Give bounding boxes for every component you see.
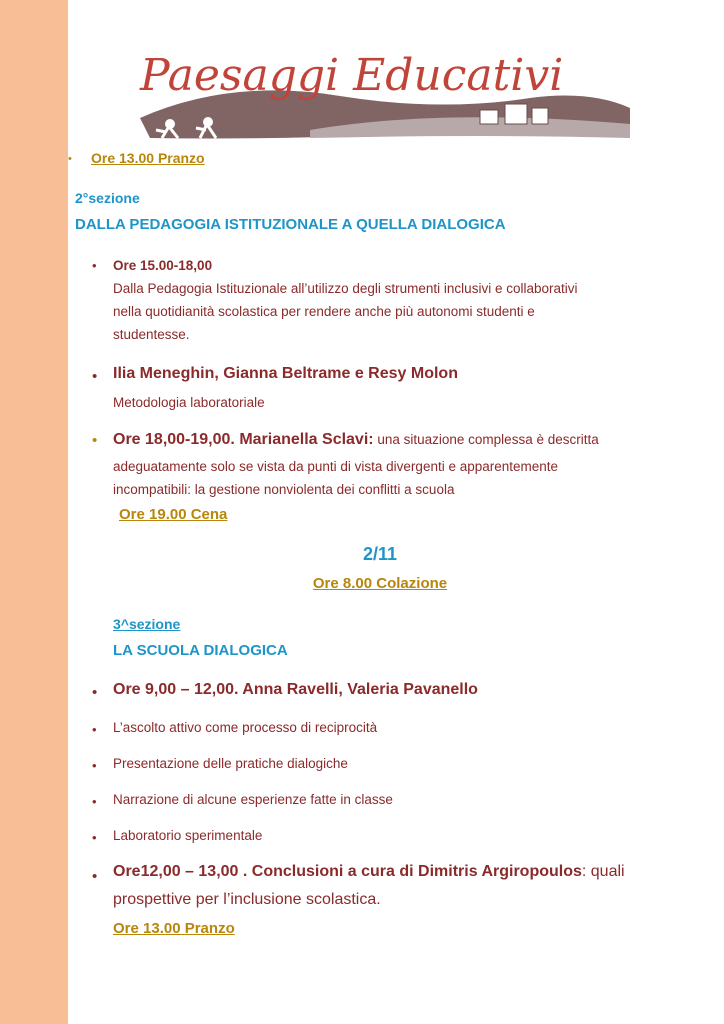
bullet-dot: • (92, 722, 97, 737)
lunch-1: Ore 13.00 Pranzo (91, 150, 205, 166)
item-5-line-1 (113, 863, 625, 881)
section-3-label: 3^sezione (113, 616, 181, 632)
date-heading: 2/11 (362, 544, 398, 564)
item-5-line-2: prospettive per l’inclusione scolastica. (113, 891, 381, 908)
item-2-names: Ilia Meneghin, Gianna Beltrame e Resy Molon (113, 365, 458, 382)
item-1-line-2: nella quotidianità scolastica per rendere anche più autonomi studenti e (113, 304, 535, 319)
side-color-band (0, 0, 68, 1024)
item-1-time: Ore 15.00-18,00 (113, 258, 213, 273)
list-item: Narrazione di alcune esperienze fatte in classe (113, 792, 393, 807)
logo-title: Paesaggi Educativi (140, 50, 564, 101)
bullet-dot: • (92, 830, 97, 845)
item-3-line-3: incompatibili: la gestione nonviolenta dei conflitti a scuola (113, 482, 455, 497)
item-3-bold: Ore 18,00-19,00. Marianella Sclavi: (113, 431, 374, 448)
bullet-dot: • (92, 794, 97, 809)
item-3-rest: una situazione complessa è descritta (373, 432, 599, 447)
item-5-bold: Ore12,00 – 13,00 . Conclusioni a cura di Dimitris Argiropoulos (113, 863, 582, 880)
paesaggi-educativi-logo (110, 38, 640, 150)
bullet-dot: • (92, 432, 98, 449)
list-item: L’ascolto attivo come processo di reciprocità (113, 720, 378, 735)
section-2-label: 2°sezione (75, 190, 140, 206)
item-2-sub: Metodologia laboratoriale (113, 395, 265, 410)
item-1-line-3: studentesse. (113, 327, 190, 342)
dinner: Ore 19.00 Cena (119, 506, 228, 523)
bullet-dot: • (68, 153, 72, 165)
lunch-2: Ore 13.00 Pranzo (113, 920, 235, 937)
bullet-dot: • (92, 758, 97, 773)
item-1-line-1: Dalla Pedagogia Istituzionale all’utilizzo degli strumenti inclusivi e collaborativi (113, 281, 578, 296)
bullet-dot: • (92, 684, 98, 701)
item-5-rest: : quali (581, 863, 625, 880)
list-item: Presentazione delle pratiche dialogiche (113, 756, 348, 771)
logo-graphic (110, 38, 640, 150)
item-3-line-1 (113, 428, 599, 451)
bullet-dot: • (92, 368, 98, 385)
section-2-title: DALLA PEDAGOGIA ISTITUZIONALE A QUELLA DIALOGICA (75, 216, 506, 233)
section-3-title: LA SCUOLA DIALOGICA (113, 642, 288, 659)
item-3-line-2: adeguatamente solo se vista da punti di vista divergenti e apparentemente (113, 459, 559, 474)
breakfast: Ore 8.00 Colazione (312, 575, 448, 592)
bullet-dot: • (92, 258, 97, 273)
item-4: Ore 9,00 – 12,00. Anna Ravelli, Valeria Pavanello (113, 681, 478, 698)
list-item: Laboratorio sperimentale (113, 828, 263, 843)
bullet-dot: • (92, 868, 98, 885)
